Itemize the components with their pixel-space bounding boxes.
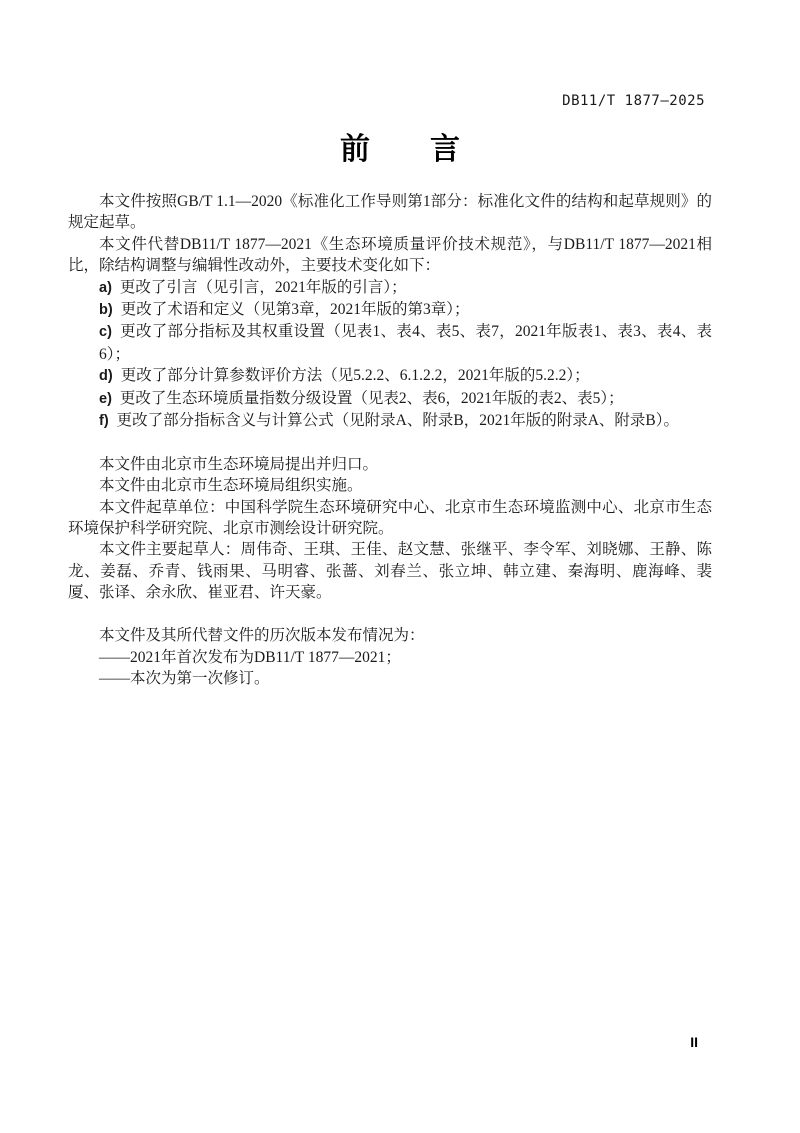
document-body: [68, 191, 712, 689]
list-marker: a): [99, 279, 112, 296]
history-item: ——2021年首次发布为DB11/T 1877—2021；: [99, 648, 401, 666]
change-item: [68, 277, 712, 299]
change-text: 更改了生态环境质量指数分级设置（见表2、表6，2021年版的表2、表5）；: [119, 389, 624, 407]
drafting-units-paragraph: 本文件起草单位：中国科学院生态环境研究中心、北京市生态环境监测中心、北京市生态环境保护科学研究院、北京市测绘设计研究院。: [68, 498, 712, 538]
blank-line: [68, 604, 712, 625]
list-marker: f): [99, 413, 109, 430]
change-item: [68, 299, 712, 321]
page-title: 前 言: [340, 133, 460, 166]
change-text: 更改了部分指标及其权重设置（见表1、表4、表5、表7，2021年版表1、表3、表4、表6）；: [99, 323, 712, 363]
page-number: II: [690, 1034, 698, 1050]
change-text: 更改了部分指标含义与计算公式（见附录A、附录B，2021年版的附录A、附录B）。: [116, 412, 679, 430]
changes-list: [68, 277, 712, 433]
issuing-body-paragraph: 本文件由北京市生态环境局提出并归口。: [99, 455, 379, 473]
history-item: ——本次为第一次修订。: [99, 669, 270, 687]
list-marker: b): [99, 302, 113, 319]
history-lead: 本文件及其所代替文件的历次版本发布情况为：: [99, 627, 425, 645]
drafters-paragraph: 本文件主要起草人：周伟奇、王琪、王佳、赵文慧、张继平、李令军、刘晓娜、王静、陈龙、姜磊、乔青、钱雨果、马明睿、张蔷、刘春兰、张立坤、韩立建、秦海明、鹿海峰、裴厦、张译、余永欣、崔亚君、许天豪。: [68, 541, 712, 602]
change-text: 更改了部分计算参数评价方法（见5.2.2、6.1.2.2，2021年版的5.2.2）；: [120, 367, 590, 385]
change-item: [68, 388, 712, 410]
change-item: [68, 365, 712, 387]
blank-line: [68, 432, 712, 453]
change-text: 更改了术语和定义（见第3章，2021年版的第3章）；: [120, 301, 470, 319]
standard-number: DB11/T 1877—2025: [562, 93, 705, 109]
implementing-body-paragraph: 本文件由北京市生态环境局组织实施。: [99, 477, 363, 495]
change-text: 更改了引言（见引言，2021年版的引言）；: [119, 278, 407, 296]
intro-paragraph: 本文件代替DB11/T 1877—2021《生态环境质量评价技术规范》，与DB11/T 1877—2021相比，除结构调整与编辑性改动外，主要技术变化如下：: [68, 235, 712, 275]
list-marker: d): [99, 368, 113, 385]
change-item: [68, 410, 712, 432]
list-marker: c): [99, 324, 112, 341]
intro-paragraph: 本文件按照GB/T 1.1—2020《标准化工作导则第1部分：标准化文件的结构和起草规则》的规定起草。: [68, 193, 712, 232]
list-marker: e): [99, 390, 112, 407]
change-item: [68, 321, 712, 365]
